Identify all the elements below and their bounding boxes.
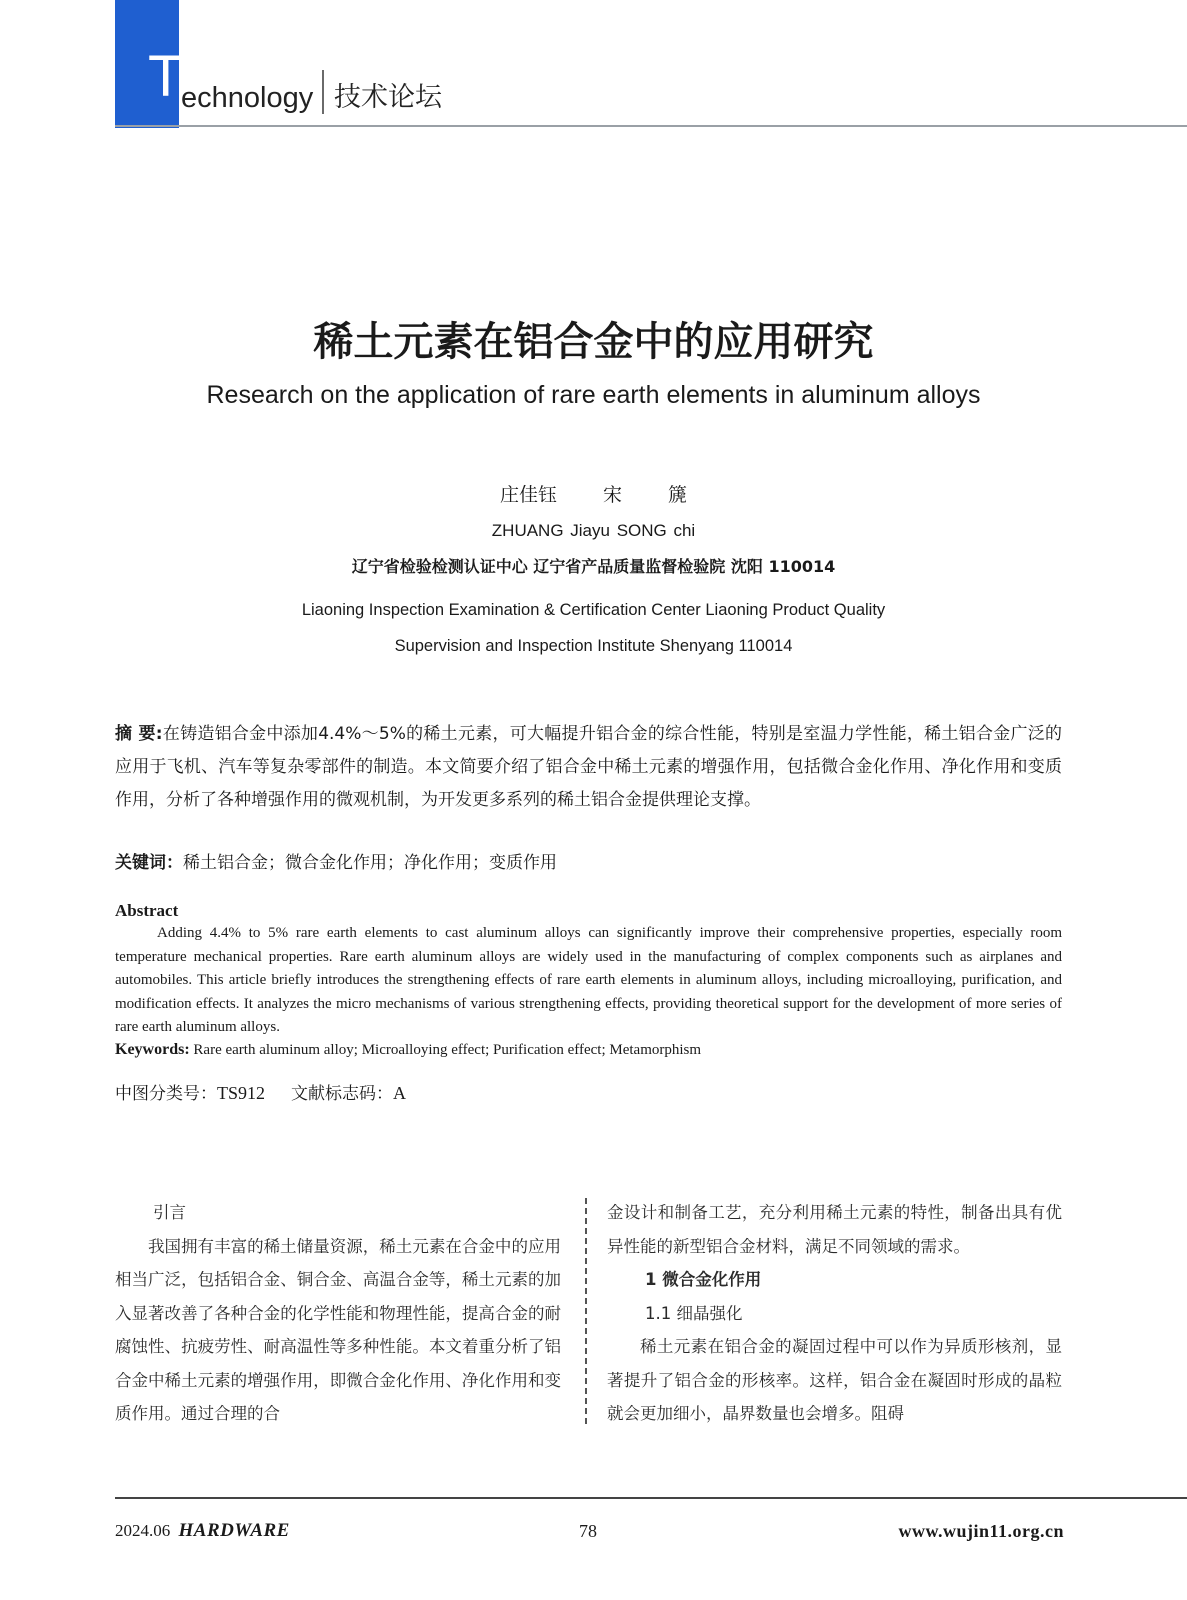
clc-label: 中图分类号： (115, 1084, 217, 1104)
doc-code-label: 文献标志码： (291, 1084, 394, 1104)
abstract-en-text: Adding 4.4% to 5% rare earth elements to cast aluminum alloys can significantly improve their comprehensive properties, especially room temperature mechanical properties. Rare earth aluminum alloys are widely used in the manufacturing of complex components such as airplanes and automobiles. This article briefly introduces the strengthening effects of rare earth elements in aluminum alloys, including microalloying, purification, and modification effects. It analyzes the micro mechanisms of various strengthening effects, providing theoretical support for the development of more series of rare earth aluminum alloys. (115, 925, 1062, 1035)
affiliation-en-line2: Supervision and Inspection Institute Shenyang 110014 (394, 637, 793, 655)
abstract-en-heading: Abstract (115, 901, 179, 920)
affiliation-cn: 辽宁省检验检测认证中心 辽宁省产品质量监督检验院 沈阳 110014 (351, 557, 836, 576)
keywords-cn (115, 850, 1062, 876)
clc-value: TS912 (217, 1083, 266, 1103)
subsection-heading: 1.1 细晶强化 (645, 1303, 743, 1323)
abstract-cn-label: 摘 要: (115, 724, 163, 744)
footer-issue-date: 2024.06 (115, 1521, 171, 1540)
footer-url[interactable]: www.wujin11.org.cn (898, 1521, 1064, 1541)
abstract-cn-text: 在铸造铝合金中添加4.4%～5%的稀土元素，可大幅提升铝合金的综合性能，特别是室温力学性能，稀土铝合金广泛的应用于飞机、汽车等复杂零部件的制造。本文简要介绍了铝合金中稀土元素的增强作用，包括微合金化作用、净化作用和变质作用，分析了各种增强作用的微观机制，为开发更多系列的稀土铝合金提供理论支撑。 (115, 724, 1063, 810)
page-number: 78 (579, 1521, 597, 1541)
body-right-column (607, 1196, 1062, 1431)
article-title-en: Research on the application of rare earth elements in aluminum alloys (206, 381, 981, 409)
authors-cn: 庄佳钰 宋 篪 (499, 484, 688, 506)
intro-paragraph-continued: 金设计和制备工艺，充分利用稀土元素的特性，制备出具有优异性能的新型铝合金材料，满足不同领域的需求。 (607, 1203, 1062, 1256)
keywords-en-label: Keywords: (115, 1041, 190, 1058)
column-divider (585, 1198, 587, 1424)
section-heading: 1 微合金化作用 (645, 1270, 762, 1289)
footer-issue (115, 1520, 290, 1542)
header-separator (322, 70, 324, 114)
keywords-cn-label: 关键词： (115, 853, 183, 873)
header-section-name-cn: 技术论坛 (334, 82, 442, 113)
affiliation-en-line1: Liaoning Inspection Examination & Certification Center Liaoning Product Quality (301, 601, 886, 619)
intro-heading: 引言 (153, 1203, 186, 1222)
intro-paragraph: 我国拥有丰富的稀土储量资源，稀土元素在合金中的应用相当广泛，包括铝合金、铜合金、高温合金等，稀土元素的加入显著改善了各种合金的化学性能和物理性能，提高合金的耐腐蚀性、抗疲劳性、耐高温性等多种性能。本文着重分析了铝合金中稀土元素的增强作用，即微合金化作用、净化作用和变质作用。通过合理的合 (115, 1236, 561, 1423)
footer-journal-name: HARDWARE (178, 1520, 290, 1541)
section-paragraph: 稀土元素在铝合金的凝固过程中可以作为异质形核剂，显著提升了铝合金的形核率。这样，铝合金在凝固时形成的晶粒就会更加细小，晶界数量也会增多。阻碍 (607, 1337, 1062, 1423)
doc-code-value: A (393, 1083, 407, 1103)
article-title-cn: 稀土元素在铝合金中的应用研究 (313, 319, 874, 365)
header-section-name: echnology (181, 82, 314, 114)
classification-line (115, 1080, 1015, 1107)
affiliation-en (0, 592, 1187, 664)
header-section-initial: T (148, 44, 184, 109)
body-left-column (115, 1196, 561, 1431)
abstract-cn (115, 718, 1062, 817)
keywords-en (115, 1039, 1062, 1061)
keywords-en-text: Rare earth aluminum alloy; Microalloying effect; Purification effect; Metamorphism (193, 1042, 702, 1058)
header-rule (115, 125, 1187, 127)
authors-en: ZHUANG Jiayu SONG chi (491, 521, 696, 540)
footer-rule (115, 1497, 1187, 1499)
keywords-cn-text: 稀土铝合金；微合金化作用；净化作用；变质作用 (183, 853, 557, 873)
